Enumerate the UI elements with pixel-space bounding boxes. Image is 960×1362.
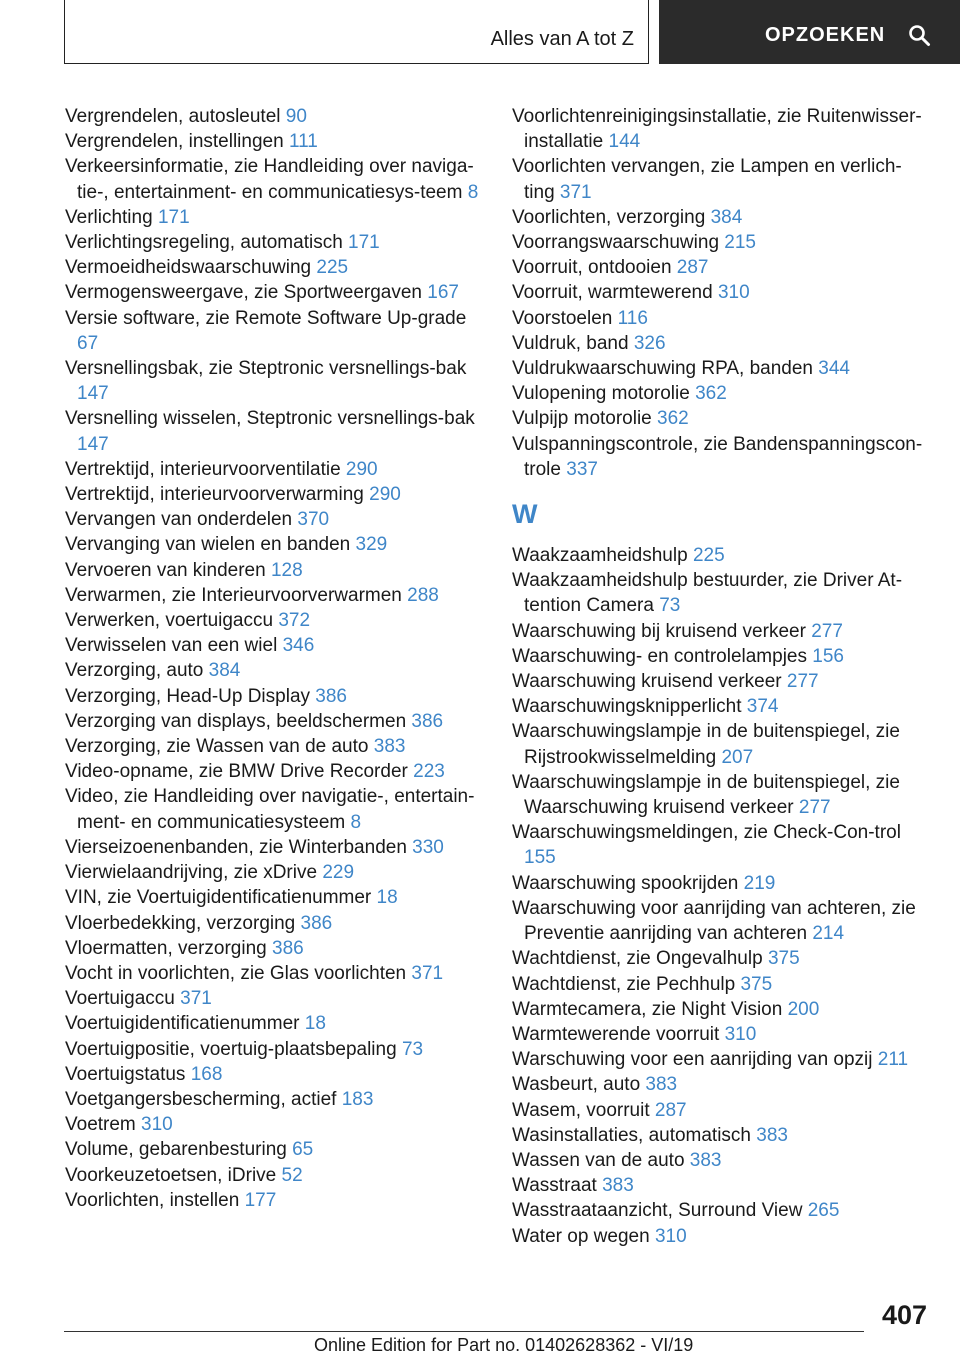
index-entry-page-link[interactable]: 171 <box>157 206 190 228</box>
index-entry <box>512 306 932 331</box>
index-entry <box>65 532 480 557</box>
index-entry-term: Waarschuwingsmeldingen, zie Check-Con‐trol <box>512 822 901 844</box>
index-entry-term: Waakzaamheidshulp <box>512 545 688 567</box>
index-entry-term: Waakzaamheidshulp bestuurder, zie Driver At‐tention Camera <box>512 570 903 617</box>
index-entry-term: Waarschuwingsknipperlicht <box>512 696 742 718</box>
index-entry-page-link[interactable]: 219 <box>743 872 776 894</box>
index-entry-page-link[interactable]: 65 <box>292 1139 314 1161</box>
index-entry-term: Warmtecamera, zie Night Vision <box>512 998 783 1020</box>
index-entry-page-link[interactable]: 200 <box>787 998 820 1020</box>
index-entry <box>65 759 480 784</box>
index-entry-page-link[interactable]: 73 <box>401 1038 424 1060</box>
index-entry-page-link[interactable]: 371 <box>411 962 444 984</box>
index-entry-term: Vertrektijd, interieurvoorverwarming <box>65 484 364 506</box>
index-entry-term: Voetgangersbescherming, actief <box>65 1088 337 1110</box>
index-entry-page-link[interactable]: 225 <box>316 257 349 279</box>
index-entry-term: Wasbeurt, auto <box>512 1074 641 1096</box>
index-entry-term: Voorruit, ontdooien <box>512 257 672 279</box>
index-entry <box>512 896 932 946</box>
index-entry <box>65 558 480 583</box>
index-entry-term: Voorlichtenreinigingsinstallatie, zie Ruitenwisser‐installatie <box>512 106 922 153</box>
index-entry <box>65 961 480 986</box>
index-entry <box>65 104 480 129</box>
index-tab[interactable] <box>64 0 649 64</box>
index-entry <box>512 1022 932 1047</box>
index-entry-page-link[interactable]: 287 <box>654 1099 687 1121</box>
index-entry <box>512 946 932 971</box>
index-entry <box>65 1137 480 1162</box>
index-entry <box>512 1173 932 1198</box>
footer-divider <box>64 1331 864 1332</box>
index-entry-term: Voorruit, warmtewerend <box>512 282 713 304</box>
index-entry-term: Versie software, zie Remote Software Up‐grade <box>65 307 467 329</box>
index-entry-term: Waarschuwing voor aanrijding van achteren, zie Preventie aanrijding van achteren <box>512 897 916 945</box>
index-entry-term: Vermogensweergave, zie Sportweergaven <box>65 282 422 304</box>
index-entry <box>65 457 480 482</box>
index-entry-term: VIN, zie Voertuigidentificatienummer <box>65 887 372 909</box>
index-entry <box>512 669 932 694</box>
index-entry-term: Vloermatten, verzorging <box>65 937 267 959</box>
index-entry <box>65 885 480 910</box>
index-entry <box>65 482 480 507</box>
index-entry <box>65 1037 480 1062</box>
index-entry <box>512 104 932 154</box>
index-entry <box>65 684 480 709</box>
index-entry-page-link[interactable]: 8 <box>350 811 362 833</box>
index-entry-term: Video, zie Handleiding over navigatie-, entertain‐ment- en communicatiesysteem <box>65 786 475 833</box>
index-entry-page-link[interactable]: 8 <box>467 181 479 203</box>
index-entry-term: Vocht in voorlichten, zie Glas voorlichten <box>65 962 407 984</box>
index-column-left <box>65 104 480 1213</box>
footer-edition: Online Edition for Part no. 01402628362 - VI/19 <box>314 1335 694 1355</box>
index-entry-term: Vulspanningscontrole, zie Bandenspanningscon‐trole <box>512 433 923 480</box>
index-entry <box>65 230 480 255</box>
index-entry <box>65 986 480 1011</box>
index-entry-page-link[interactable]: 337 <box>566 458 598 480</box>
index-entry <box>512 154 932 204</box>
search-button[interactable] <box>659 0 960 64</box>
index-entry <box>512 356 932 381</box>
index-entry-term: Verwerken, voertuigaccu <box>65 610 274 632</box>
index-entry <box>512 381 932 406</box>
index-entry-term: Vertrektijd, interieurvoorventilatie <box>65 458 341 480</box>
index-entry-term: Voertuigpositie, voertuig-plaatsbepaling <box>65 1038 397 1060</box>
index-entry-term: Vermoeidheidswaarschuwing <box>65 257 312 279</box>
search-label: OPZOEKEN <box>765 23 886 46</box>
search-icon <box>907 23 931 47</box>
index-entry-term: Vervangen van onderdelen <box>65 509 293 531</box>
index-group-v-continued <box>512 104 932 482</box>
index-entry-term: Vergrendelen, instellingen <box>65 131 284 153</box>
index-entry-page-link[interactable]: 290 <box>345 458 378 480</box>
index-entry-term: Vulpijp motorolie <box>512 408 652 430</box>
index-entry <box>512 1072 932 1097</box>
index-entry-page-link[interactable]: 90 <box>285 106 307 127</box>
index-entry-page-link[interactable]: 330 <box>412 836 444 858</box>
index-entry-term: Water op wegen <box>512 1225 650 1247</box>
index-entry-page-link[interactable]: 183 <box>341 1088 374 1110</box>
index-entry-term: Voorstoelen <box>512 307 613 329</box>
index-entry <box>512 719 932 769</box>
index-entry-page-link[interactable]: 386 <box>272 937 304 959</box>
index-entry-page-link[interactable]: 287 <box>676 257 709 279</box>
index-entry-page-link[interactable]: 52 <box>281 1164 303 1186</box>
index-entry-term: Verlichting <box>65 206 153 228</box>
index-entry-page-link[interactable]: 386 <box>300 912 333 934</box>
index-entry <box>512 331 932 356</box>
index-entry-page-link[interactable]: 326 <box>633 332 666 354</box>
index-entry-page-link[interactable]: 18 <box>304 1013 326 1035</box>
index-entry <box>65 784 480 834</box>
index-entry <box>65 608 480 633</box>
index-entry <box>512 280 932 305</box>
index-entry <box>65 154 480 204</box>
index-entry-page-link[interactable]: 168 <box>190 1063 223 1085</box>
index-entry-page-link[interactable]: 310 <box>724 1023 757 1045</box>
index-entry-term: Verzorging, auto <box>65 660 204 682</box>
index-entry-page-link[interactable]: 374 <box>746 696 779 718</box>
index-entry-page-link[interactable]: 371 <box>180 988 212 1010</box>
index-entry <box>65 1062 480 1087</box>
index-entry-term: Vervoeren van kinderen <box>65 559 266 581</box>
index-entry-page-link[interactable]: 362 <box>695 383 727 405</box>
index-entry-page-link[interactable]: 375 <box>767 948 800 970</box>
index-entry <box>65 835 480 860</box>
index-entry-page-link[interactable]: 214 <box>812 923 845 945</box>
index-entry-term: Wasinstallaties, automatisch <box>512 1124 752 1146</box>
index-entry-term: Waarschuwingslampje in de buitenspiegel, zie Rijstrookwisselmelding <box>512 721 900 768</box>
index-entry-term: Waarschuwingslampje in de buitenspiegel, zie Waarschuwing kruisend verkeer <box>512 771 900 819</box>
index-entry-page-link[interactable]: 207 <box>721 746 754 768</box>
index-entry-page-link[interactable]: 144 <box>608 131 641 153</box>
index-entry <box>65 734 480 759</box>
index-entry-term: Wasem, voorruit <box>512 1099 650 1121</box>
index-entry <box>512 997 932 1022</box>
index-entry-page-link[interactable]: 370 <box>297 509 330 531</box>
index-entry-page-link[interactable]: 73 <box>659 595 681 617</box>
index-entry-page-link[interactable]: 371 <box>559 181 592 203</box>
index-entry <box>512 432 932 482</box>
index-entry-term: Wassen van de auto <box>512 1149 685 1171</box>
index-entry-page-link[interactable]: 155 <box>524 847 556 869</box>
index-entry-term: Vierseizoenenbanden, zie Winterbanden <box>65 836 407 858</box>
index-group-w <box>512 543 932 1249</box>
index-entry <box>65 658 480 683</box>
index-entry-term: Wasstraataanzicht, Surround View <box>512 1200 803 1222</box>
index-entry-term: Voorkeuzetoetsen, iDrive <box>65 1164 277 1186</box>
index-entry <box>512 1098 932 1123</box>
index-entry <box>65 356 480 406</box>
index-entry <box>65 936 480 961</box>
index-entry-page-link[interactable]: 171 <box>348 232 380 254</box>
index-entry <box>65 911 480 936</box>
index-entry-term: Voorrangswaarschuwing <box>512 232 720 254</box>
index-entry <box>512 255 932 280</box>
index-entry-page-link[interactable]: 128 <box>270 559 303 581</box>
index-entry <box>65 1163 480 1188</box>
section-heading-w: W <box>512 499 538 530</box>
index-entry <box>65 1112 480 1137</box>
index-entry <box>65 205 480 230</box>
index-entry <box>512 406 932 431</box>
index-entry-term: Wachtdienst, zie Pechhulp <box>512 973 736 995</box>
index-entry-term: Voertuigaccu <box>65 988 175 1010</box>
index-entry-page-link[interactable]: 372 <box>278 610 311 632</box>
index-entry-term: Vuldrukwaarschuwing RPA, banden <box>512 358 814 380</box>
index-entry-page-link[interactable]: 383 <box>645 1074 678 1096</box>
index-entry <box>512 543 932 568</box>
index-entry <box>512 568 932 618</box>
index-entry-page-link[interactable]: 329 <box>355 534 388 556</box>
index-entry-term: Waarschuwing- en controlelampjes <box>512 645 807 667</box>
index-entry-page-link[interactable]: 225 <box>692 545 725 567</box>
index-entry-term: Verzorging, zie Wassen van de auto <box>65 736 369 758</box>
index-entry <box>65 406 480 456</box>
index-entry <box>512 972 932 997</box>
index-entry-term: Vloerbedekking, verzorging <box>65 912 296 934</box>
index-entry-term: Voorlichten, instellen <box>65 1189 240 1211</box>
index-entry-term: Wachtdienst, zie Ongevalhulp <box>512 948 763 970</box>
index-entry-page-link[interactable]: 384 <box>208 660 241 682</box>
index-entry <box>65 633 480 658</box>
index-entry-page-link[interactable]: 265 <box>807 1200 840 1222</box>
index-entry <box>512 770 932 820</box>
index-entry-page-link[interactable]: 167 <box>427 282 459 304</box>
index-entry-term: Voorlichten, verzorging <box>512 206 706 228</box>
index-entry <box>512 1148 932 1173</box>
index-entry <box>512 205 932 230</box>
index-entry-page-link[interactable]: 310 <box>654 1225 687 1247</box>
index-entry <box>65 860 480 885</box>
index-entry-term: Verkeersinformatie, zie Handleiding over naviga‐tie-, entertainment- en communicatiesys‐teem <box>65 156 474 203</box>
index-entry <box>512 1198 932 1223</box>
index-entry-page-link[interactable]: 290 <box>369 484 401 506</box>
index-entry <box>65 129 480 154</box>
index-entry-page-link[interactable]: 383 <box>756 1124 788 1146</box>
index-entry-page-link[interactable]: 386 <box>315 685 347 707</box>
index-entry-page-link[interactable]: 346 <box>282 635 315 657</box>
index-entry-page-link[interactable]: 383 <box>689 1149 722 1171</box>
index-entry-term: Voertuigidentificatienummer <box>65 1013 300 1035</box>
index-entry-page-link[interactable]: 111 <box>288 131 318 153</box>
index-entry-term: Warmtewerende voorruit <box>512 1023 720 1045</box>
index-entry-page-link[interactable]: 383 <box>373 736 406 758</box>
index-entry-term: Verwarmen, zie Interieurvoorverwarmen <box>65 584 402 606</box>
index-entry <box>512 644 932 669</box>
index-entry-term: Wasstraat <box>512 1175 597 1197</box>
index-entry-term: Verzorging van displays, beeldschermen <box>65 710 407 732</box>
index-entry-term: Vulopening motorolie <box>512 383 690 405</box>
index-entry-page-link[interactable]: 362 <box>657 408 689 430</box>
index-entry-page-link[interactable]: 229 <box>322 862 355 884</box>
index-entry <box>65 255 480 280</box>
index-entry <box>65 583 480 608</box>
index-entry-term: Voetrem <box>65 1114 136 1136</box>
index-entry-page-link[interactable]: 211 <box>877 1049 909 1071</box>
index-entry <box>512 694 932 719</box>
index-entry-term: Versnelling wisselen, Steptronic versnellings‐bak <box>65 408 475 430</box>
index-entry-term: Waarschuwing kruisend verkeer <box>512 671 782 693</box>
index-entry <box>512 1123 932 1148</box>
index-entry-term: Voorlichten vervangen, zie Lampen en verlich‐ting <box>512 156 902 203</box>
index-entry-page-link[interactable]: 386 <box>411 710 444 732</box>
index-column-right <box>512 104 932 1249</box>
index-entry <box>512 871 932 896</box>
index-entry <box>512 230 932 255</box>
index-entry-page-link[interactable]: 67 <box>77 332 99 354</box>
index-entry-page-link[interactable]: 147 <box>77 433 109 455</box>
index-entry-page-link[interactable]: 277 <box>798 797 831 819</box>
index-entry <box>65 1011 480 1036</box>
index-entry <box>512 820 932 870</box>
index-entry <box>65 507 480 532</box>
index-entry-page-link[interactable]: 375 <box>740 973 773 995</box>
index-entry <box>512 1224 932 1249</box>
index-entry-page-link[interactable]: 383 <box>602 1175 634 1197</box>
index-entry-page-link[interactable]: 18 <box>376 887 398 909</box>
index-entry-term: Voertuigstatus <box>65 1063 186 1085</box>
index-entry-term: Vierwielaandrijving, zie xDrive <box>65 862 318 884</box>
index-entry-term: Verwisselen van een wiel <box>65 635 278 657</box>
index-entry-page-link[interactable]: 310 <box>141 1114 173 1136</box>
index-entry-term: Video-opname, zie BMW Drive Recorder <box>65 761 408 783</box>
index-entry-page-link[interactable]: 147 <box>77 383 109 405</box>
index-entry <box>65 709 480 734</box>
index-entry <box>65 280 480 305</box>
index-entry-page-link[interactable]: 288 <box>407 584 439 606</box>
index-entry <box>65 306 480 356</box>
index-entry-page-link[interactable]: 223 <box>413 761 445 783</box>
index-entry-page-link[interactable]: 310 <box>717 282 750 304</box>
page-number: 407 <box>881 1300 927 1330</box>
index-entry <box>512 1047 932 1072</box>
index-entry-term: Waarschuwing spookrijden <box>512 872 739 894</box>
index-entry <box>512 619 932 644</box>
index-entry-term: Verlichtingsregeling, automatisch <box>65 232 343 254</box>
index-entry-page-link[interactable]: 116 <box>617 307 648 329</box>
index-entry-term: Vergrendelen, autosleutel <box>65 106 281 127</box>
index-entry-term: Versnellingsbak, zie Steptronic versnellings‐bak <box>65 358 467 380</box>
index-entry-page-link[interactable]: 277 <box>811 620 843 642</box>
index-entry-term: Vervanging van wielen en banden <box>65 534 351 556</box>
index-entry-page-link[interactable]: 344 <box>818 358 850 380</box>
index-entry-page-link[interactable]: 384 <box>710 206 743 228</box>
index-entry-term: Warschuwing voor een aanrijding van opzij <box>512 1049 873 1071</box>
index-entry-page-link[interactable]: 277 <box>786 671 819 693</box>
index-entry-page-link[interactable]: 215 <box>724 232 756 254</box>
index-tab-label: Alles van A tot Z <box>490 28 634 50</box>
index-entry <box>65 1188 480 1213</box>
index-entry-page-link[interactable]: 156 <box>812 645 844 667</box>
index-entry-page-link[interactable]: 177 <box>244 1189 277 1211</box>
index-entry-term: Volume, gebarenbesturing <box>65 1139 287 1161</box>
index-entry-term: Verzorging, Head-Up Display <box>65 685 311 707</box>
index-entry <box>65 1087 480 1112</box>
index-entry-term: Waarschuwing bij kruisend verkeer <box>512 620 806 642</box>
index-entry-term: Vuldruk, band <box>512 332 629 354</box>
